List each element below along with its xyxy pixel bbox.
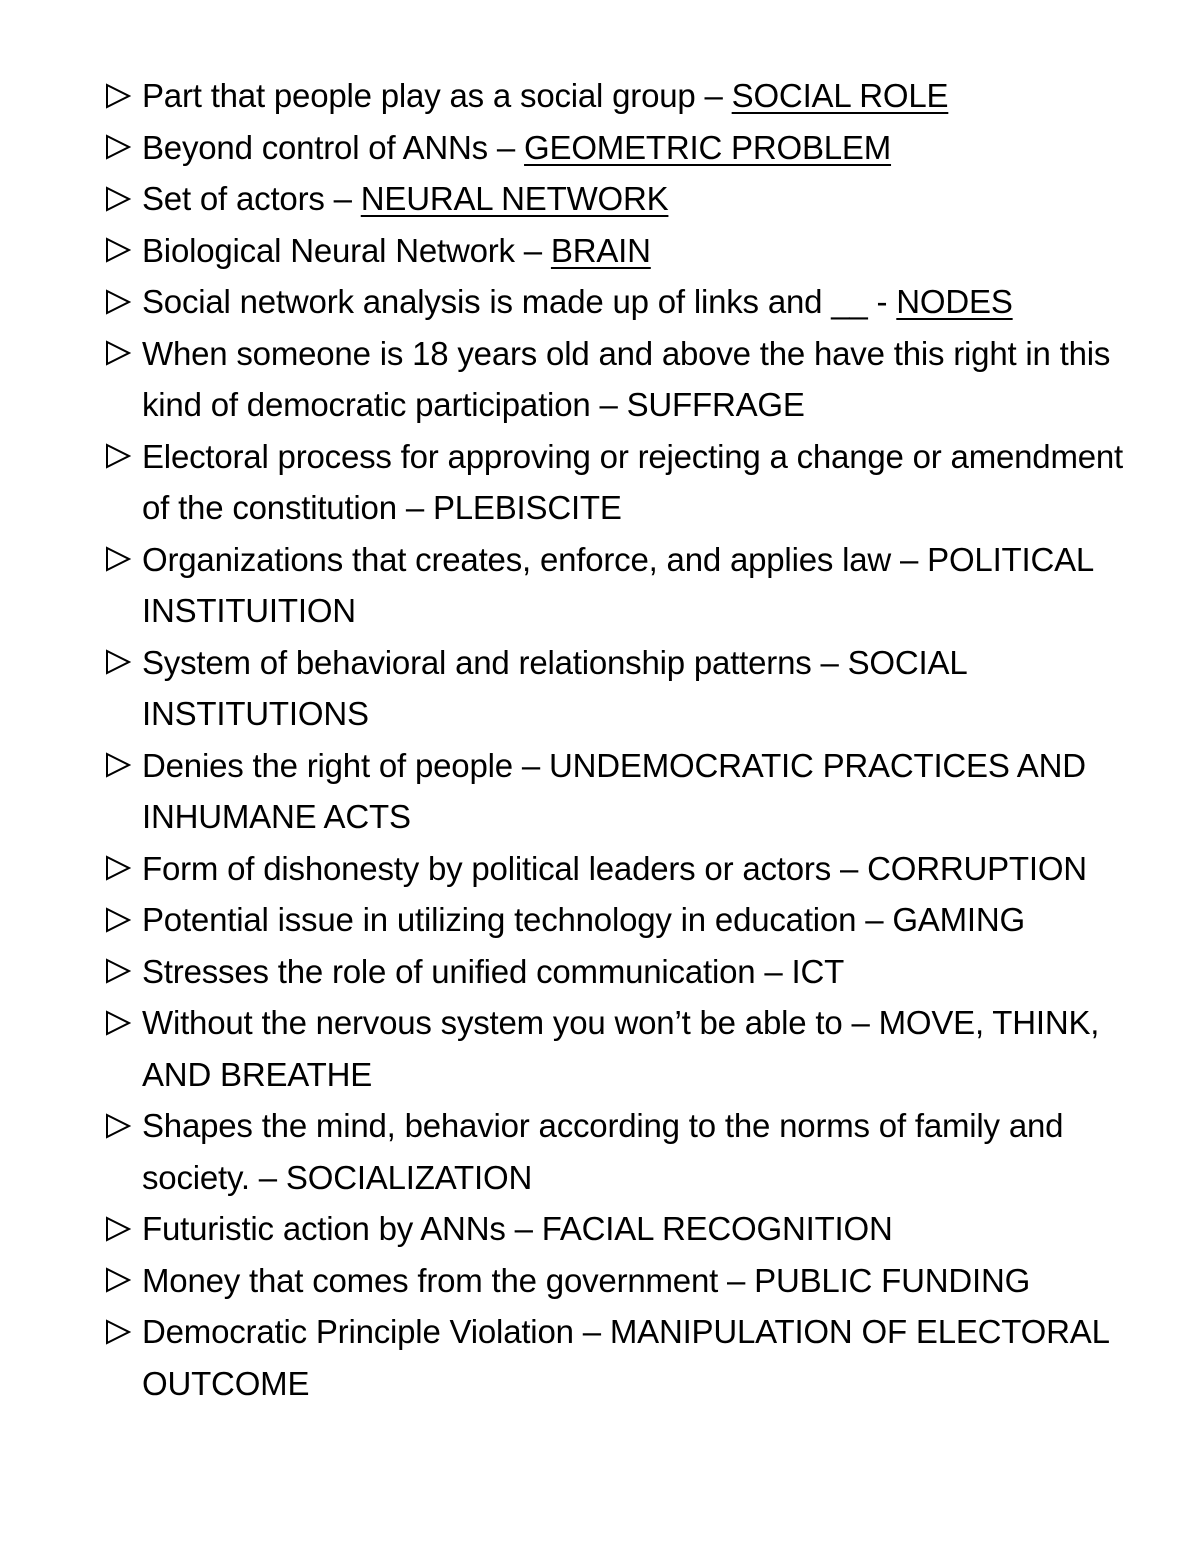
list-item — [105, 637, 1145, 740]
question-text: When someone is 18 years old and above the have this right in this kind of democratic participation – — [142, 334, 1111, 423]
list-item — [105, 173, 1145, 225]
question-text: Stresses the role of unified communication – — [142, 952, 792, 990]
arrowhead-bullet-icon — [105, 1203, 142, 1255]
arrowhead-bullet-icon — [105, 946, 142, 998]
list-item — [105, 1255, 1145, 1307]
question-text: Money that comes from the government – — [142, 1261, 755, 1299]
arrowhead-bullet-icon — [105, 894, 142, 946]
question-text: Electoral process for approving or rejecting a change or amendment of the constitution – — [142, 437, 1124, 526]
item-text — [142, 70, 1145, 122]
answer-text: POLITICAL INSTITUITION — [142, 540, 1093, 629]
item-text — [142, 637, 1145, 740]
list-item — [105, 534, 1145, 637]
answer-text: BRAIN — [550, 231, 651, 269]
arrowhead-bullet-icon — [105, 740, 142, 792]
question-text: Potential issue in utilizing technology in education – — [142, 901, 893, 938]
question-text: System of behavioral and relationship patterns – — [142, 643, 848, 681]
arrowhead-bullet-icon — [105, 534, 142, 586]
answer-text: GEOMETRIC PROBLEM — [524, 128, 892, 166]
question-text: Social network analysis is made up of links and __ - — [142, 283, 897, 320]
item-text — [142, 122, 1145, 174]
answer-text: FACIAL RECOGNITION — [541, 1210, 893, 1247]
item-text — [142, 1203, 1145, 1255]
question-text: Form of dishonesty by political leaders or actors – — [142, 849, 868, 887]
answer-text: MOVE, THINK, AND BREATHE — [142, 1004, 1100, 1093]
item-text — [142, 431, 1145, 534]
item-text — [142, 997, 1145, 1100]
item-text — [142, 946, 1145, 998]
item-text — [142, 843, 1145, 895]
list-item — [105, 1203, 1145, 1255]
list-item — [105, 328, 1145, 431]
list-item — [105, 225, 1145, 277]
item-text — [142, 1100, 1145, 1203]
question-text: Democratic Principle Violation – — [142, 1313, 610, 1350]
answer-text: PUBLIC FUNDING — [754, 1261, 1031, 1299]
answer-text: SOCIAL ROLE — [731, 77, 949, 114]
list-item — [105, 740, 1145, 843]
item-text — [142, 225, 1145, 277]
list-item — [105, 894, 1145, 946]
arrowhead-bullet-icon — [105, 843, 142, 895]
question-text: Without the nervous system you won’t be able to – — [142, 1004, 879, 1041]
item-text — [142, 894, 1145, 946]
qa-bullet-list — [105, 70, 1145, 1409]
item-text — [142, 534, 1145, 637]
arrowhead-bullet-icon — [105, 1255, 142, 1307]
answer-text: ICT — [791, 952, 845, 990]
answer-text: SOCIAL INSTITUTIONS — [142, 643, 967, 732]
question-text: Organizations that creates, enforce, and applies law – — [142, 540, 928, 578]
question-text: Futuristic action by ANNs – — [142, 1210, 542, 1247]
arrowhead-bullet-icon — [105, 276, 142, 328]
question-text: Set of actors – — [142, 180, 361, 217]
item-text — [142, 1255, 1145, 1307]
arrowhead-bullet-icon — [105, 328, 142, 380]
list-item — [105, 431, 1145, 534]
question-text: Part that people play as a social group – — [142, 77, 732, 114]
answer-text: UNDEMOCRATIC PRACTICES AND INHUMANE ACTS — [142, 746, 1086, 835]
question-text: Shapes the mind, behavior according to the norms of family and society. – — [142, 1107, 1064, 1196]
item-text — [142, 328, 1145, 431]
arrowhead-bullet-icon — [105, 225, 142, 277]
answer-text: NEURAL NETWORK — [360, 180, 669, 217]
answer-text: MANIPULATION OF ELECTORAL OUTCOME — [142, 1313, 1109, 1402]
item-text — [142, 173, 1145, 225]
list-item — [105, 70, 1145, 122]
arrowhead-bullet-icon — [105, 1306, 142, 1358]
answer-text: PLEBISCITE — [432, 489, 622, 526]
item-text — [142, 1306, 1145, 1409]
arrowhead-bullet-icon — [105, 122, 142, 174]
arrowhead-bullet-icon — [105, 637, 142, 689]
list-item — [105, 1100, 1145, 1203]
arrowhead-bullet-icon — [105, 1100, 142, 1152]
answer-text: NODES — [896, 283, 1013, 320]
item-text — [142, 740, 1145, 843]
arrowhead-bullet-icon — [105, 431, 142, 483]
list-item — [105, 122, 1145, 174]
question-text: Denies the right of people – — [142, 746, 549, 784]
item-text — [142, 276, 1145, 328]
answer-text: CORRUPTION — [867, 849, 1087, 887]
list-item — [105, 946, 1145, 998]
arrowhead-bullet-icon — [105, 997, 142, 1049]
answer-text: GAMING — [892, 901, 1025, 938]
answer-text: SUFFRAGE — [626, 386, 805, 423]
arrowhead-bullet-icon — [105, 173, 142, 225]
answer-text: SOCIALIZATION — [285, 1158, 533, 1196]
arrowhead-bullet-icon — [105, 70, 142, 122]
list-item — [105, 1306, 1145, 1409]
list-item — [105, 276, 1145, 328]
list-item — [105, 997, 1145, 1100]
question-text: Beyond control of ANNs – — [142, 128, 525, 166]
list-item — [105, 843, 1145, 895]
question-text: Biological Neural Network – — [142, 231, 551, 269]
